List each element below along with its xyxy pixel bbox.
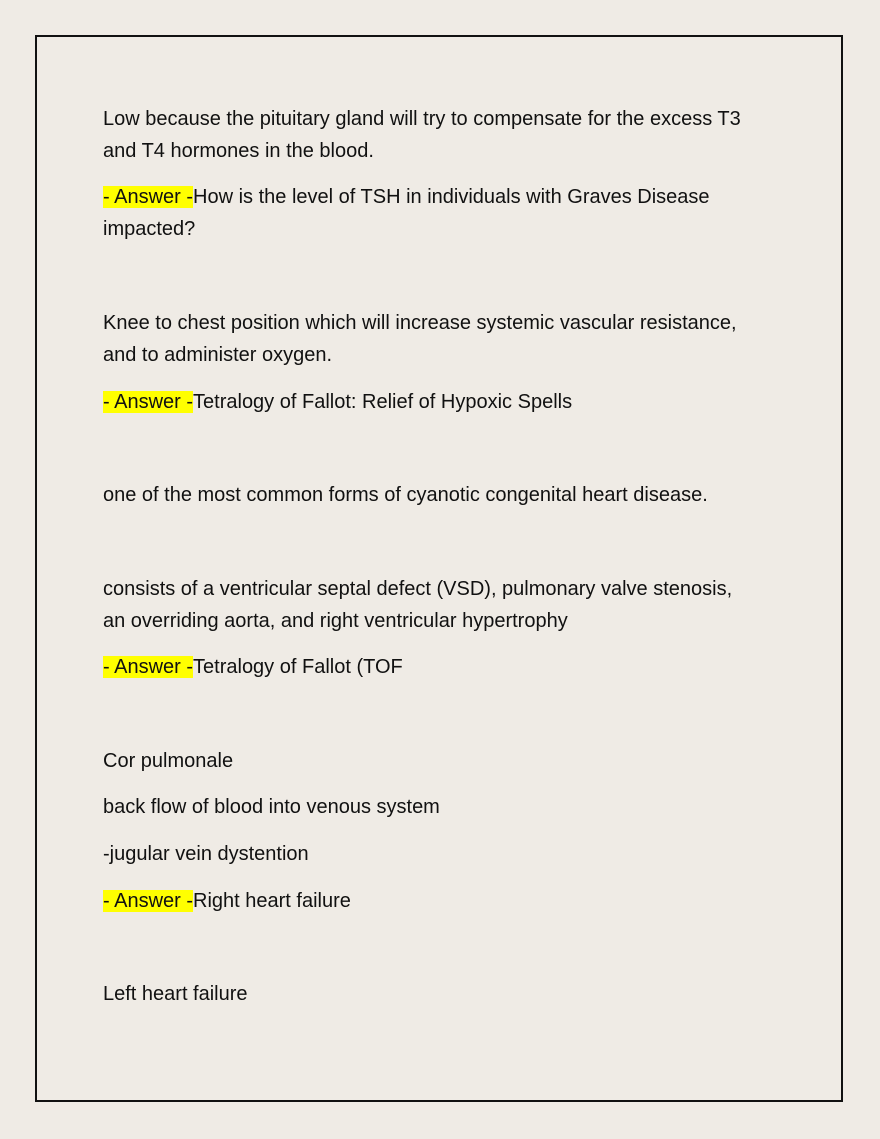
answer-text: Right heart failure <box>193 890 351 912</box>
answer-text: How is the level of TSH in individuals with Graves Disease <box>193 186 710 208</box>
answer-marker: - Answer - <box>103 890 194 912</box>
question-text: back flow of blood into venous system <box>103 796 440 818</box>
answer-line <box>103 181 710 213</box>
answer-line <box>103 651 403 683</box>
question-text: one of the most common forms of cyanotic congenital heart disease. <box>103 484 708 506</box>
answer-line <box>103 885 351 917</box>
answer-text: Tetralogy of Fallot: Relief of Hypoxic Spells <box>193 391 573 413</box>
question-text: Cor pulmonale <box>103 750 234 772</box>
answer-marker: - Answer - <box>103 186 194 208</box>
question-text: and T4 hormones in the blood. <box>103 140 374 162</box>
answer-marker: - Answer - <box>103 391 194 413</box>
question-text: Knee to chest position which will increase systemic vascular resistance, <box>103 312 737 334</box>
question-text: Left heart failure <box>103 983 248 1005</box>
question-text: and to administer oxygen. <box>103 344 333 366</box>
question-text: an overriding aorta, and right ventricular hypertrophy <box>103 610 568 632</box>
question-text: Low because the pituitary gland will try to compensate for the excess T3 <box>103 108 741 130</box>
answer-marker: - Answer - <box>103 656 194 678</box>
question-text: -jugular vein dystention <box>103 843 309 865</box>
answer-text: Tetralogy of Fallot (TOF <box>193 656 403 678</box>
answer-text: impacted? <box>103 218 196 240</box>
question-text: consists of a ventricular septal defect (VSD), pulmonary valve stenosis, <box>103 578 733 600</box>
answer-line <box>103 386 572 418</box>
